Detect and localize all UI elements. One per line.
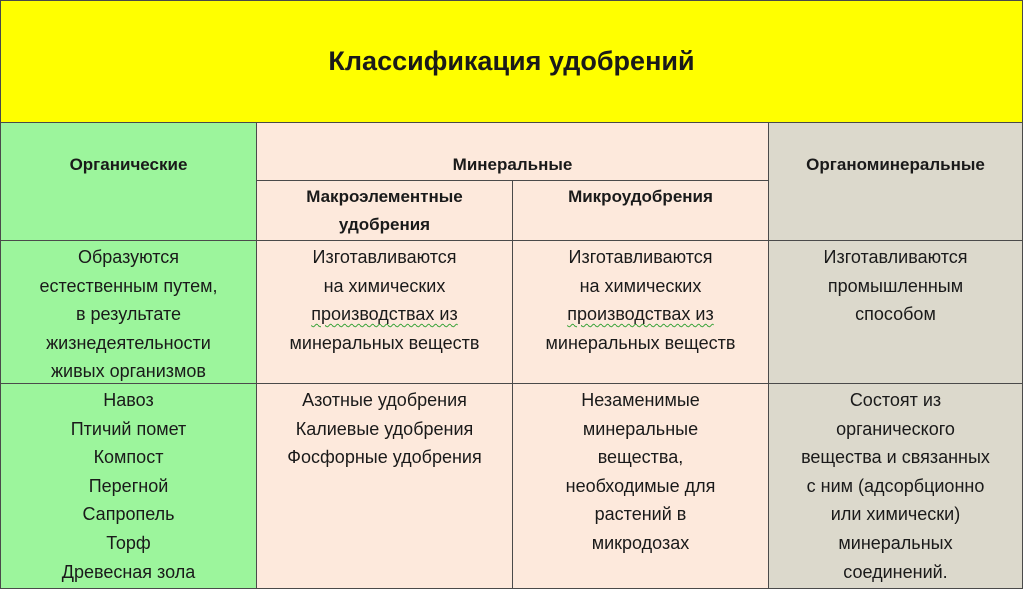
row2-organomineral-line: или химически) bbox=[830, 504, 961, 525]
row2-organic-line: Компост bbox=[93, 447, 164, 468]
row2-micro-line: необходимые для bbox=[565, 475, 716, 496]
row1-organomineral-line: способом bbox=[855, 304, 936, 325]
row2-organic-line: Торф bbox=[106, 532, 151, 553]
row1-organomineral bbox=[769, 241, 1023, 384]
row1-macro bbox=[257, 241, 513, 384]
row2-organomineral bbox=[769, 384, 1023, 589]
row2-organic-line: Птичий помет bbox=[70, 418, 187, 439]
header-macro-line1: Макроэлементные bbox=[306, 187, 463, 206]
header-mineral-label: Минеральные bbox=[452, 155, 573, 174]
header-micro bbox=[513, 181, 769, 241]
row2-organic bbox=[0, 384, 257, 589]
row1-macro-line: Изготавливаются bbox=[312, 247, 457, 267]
row2-micro-line: микродозах bbox=[591, 532, 690, 553]
row2-organomineral-line: органического bbox=[836, 418, 955, 439]
row2-micro-line: минеральные bbox=[582, 418, 699, 439]
row2-organic-line: Навоз bbox=[103, 390, 154, 410]
row1-organic-line: естественным путем, bbox=[39, 275, 218, 296]
row2-organic-line: Древесная зола bbox=[61, 561, 196, 582]
row1-organic bbox=[0, 241, 257, 384]
header-organic-label: Органические bbox=[69, 155, 188, 174]
row1-macro-line bbox=[257, 300, 512, 329]
row1-micro-line-text: производствах из bbox=[567, 304, 714, 325]
row1-macro-line: минеральных веществ bbox=[289, 332, 480, 353]
row2-organomineral-line: минеральных bbox=[838, 532, 953, 553]
row2-micro-line: вещества, bbox=[597, 447, 684, 468]
row2-macro-line: Калиевые удобрения bbox=[295, 418, 474, 439]
row2-organic-line: Перегной bbox=[88, 475, 169, 496]
row1-micro bbox=[513, 241, 769, 384]
header-macro-line2: удобрения bbox=[338, 215, 431, 234]
row2-micro-line: растений в bbox=[594, 504, 687, 525]
row2-macro bbox=[257, 384, 513, 589]
row1-organomineral-line: промышленным bbox=[827, 275, 964, 296]
row1-organic-line: жизнедеятельности bbox=[46, 332, 211, 353]
row2-organomineral-line: Состоят из bbox=[849, 390, 942, 410]
row1-organic-line: Образуются bbox=[77, 247, 180, 267]
row2-macro-line: Азотные удобрения bbox=[302, 390, 467, 410]
row2-organic-line: Сапропель bbox=[82, 504, 175, 525]
row1-micro-line: минеральных веществ bbox=[545, 332, 736, 353]
row2-organomineral-line: вещества и связанных bbox=[801, 447, 990, 468]
row2-macro-line: Фосфорные удобрения bbox=[287, 447, 482, 468]
row1-organic-line: в результате bbox=[75, 304, 182, 325]
row2-organomineral-line: соединений. bbox=[843, 561, 948, 582]
row2-micro-line: Незаменимые bbox=[581, 390, 700, 410]
row1-micro-line: Изготавливаются bbox=[568, 247, 713, 267]
header-macro bbox=[257, 181, 513, 241]
header-micro-label: Микроудобрения bbox=[568, 187, 713, 206]
header-organomineral bbox=[769, 123, 1023, 241]
header-organic bbox=[0, 123, 257, 241]
row2-organomineral-line: с ним (адсорбционно bbox=[806, 475, 985, 496]
row1-micro-line: на химических bbox=[579, 275, 702, 296]
row2-micro bbox=[513, 384, 769, 589]
row1-macro-line: на химических bbox=[323, 275, 446, 296]
row1-micro-line bbox=[513, 300, 768, 329]
header-mineral bbox=[257, 123, 769, 181]
row1-organomineral-line: Изготавливаются bbox=[823, 247, 968, 267]
table-title: Классификация удобрений bbox=[0, 0, 1023, 123]
row1-macro-line-text: производствах из bbox=[311, 304, 458, 325]
row1-organic-line: живых организмов bbox=[51, 361, 206, 382]
header-organomineral-label: Органоминеральные bbox=[806, 155, 985, 174]
